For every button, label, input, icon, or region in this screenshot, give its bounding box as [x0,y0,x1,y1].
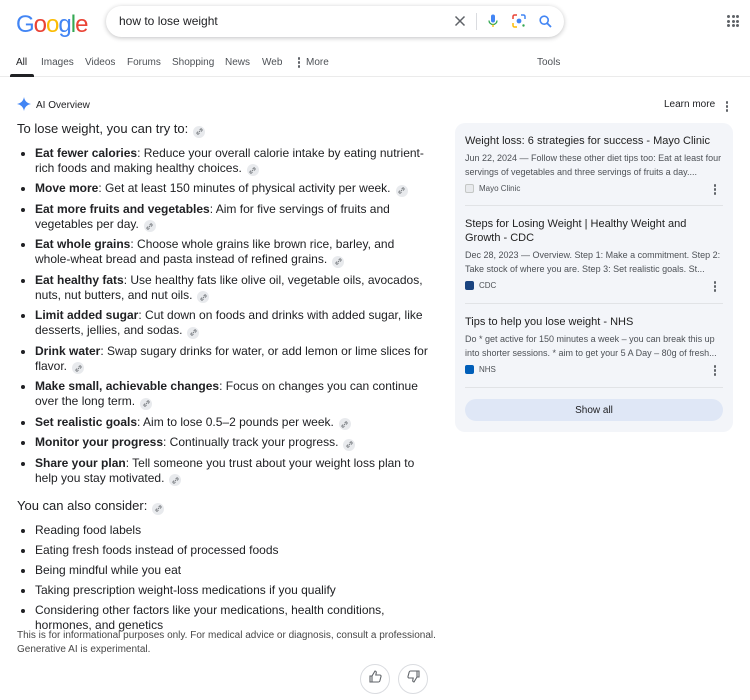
source-snippet: Do * get active for 150 minutes a week – you can break this up into shorter sessions. * aim to get your 5 A Day – 80g of fresh... [465,334,717,358]
consider-heading [17,498,432,515]
tip-item [17,237,432,268]
tab-news[interactable]: News [225,57,251,68]
tip-item [17,202,432,233]
show-all-button[interactable]: Show all [465,399,723,421]
source-site [465,365,723,374]
tip-text: : Use healthy fats like olive oil, vegetable oils, avocados, nuts, nut butters, and nut oils. [35,272,423,302]
search-input[interactable] [119,14,419,28]
thumbs-up-icon [369,670,382,688]
source-site-name: CDC [479,281,497,290]
logo-letter: G [16,11,34,38]
tip-item [17,435,432,451]
source-snippet: Jun 22, 2024 — Follow these other diet tips too: Eat at least four servings of vegetables and three servings of fruits a day.... [465,153,722,177]
tip-text: : Reduce your overall calorie intake by eating nutrient-rich foods and making healthy choices. [35,145,424,175]
google-logo[interactable] [16,11,87,39]
tip-item [17,344,432,375]
source-menu-icon[interactable] [713,281,717,292]
link-icon[interactable] [72,362,84,374]
ai-intro-text: To lose weight, you can try to: [17,121,189,136]
tip-heading: Make small, achievable changes [35,379,220,393]
ai-overview-body [17,121,432,638]
nhs-icon [465,365,474,374]
source-menu-icon[interactable] [713,184,717,195]
link-icon[interactable] [396,185,408,197]
tip-item [17,379,432,410]
tip-item [17,456,432,487]
consider-item: Considering other factors like your medications, health conditions, hormones, and genetics [17,603,432,633]
source-site-name: Mayo Clinic [479,184,521,193]
tip-heading: Share your plan [35,455,126,470]
tip-item [17,146,432,177]
tip-item [17,308,432,339]
ai-intro [17,121,432,138]
link-icon[interactable] [197,291,209,303]
source-site [465,281,723,290]
tab-more-label: More [306,57,329,68]
microphone-icon[interactable] [485,13,501,29]
source-divider [465,303,723,304]
source-menu-icon[interactable] [713,365,717,376]
thumbs-up-button[interactable] [360,664,390,694]
link-icon[interactable] [152,503,164,515]
logo-letter: g [58,11,71,38]
tab-web[interactable]: Web [262,57,283,68]
mayo-clinic-icon [465,184,474,193]
ai-overview-label: AI Overview [36,100,90,111]
source-card-nhs[interactable] [465,315,723,374]
active-tab-indicator [10,74,34,77]
link-icon[interactable] [187,327,199,339]
tab-forums[interactable]: Forums [127,57,161,68]
tip-text: : Tell someone you trust about your weight loss plan to help you stay motivated. [35,455,415,485]
tip-text: : Aim for five servings of fruits and vegetables per day. [35,201,390,231]
link-icon[interactable] [332,256,344,268]
tip-heading: Eat whole grains [35,237,131,251]
link-icon[interactable] [144,220,156,232]
link-icon[interactable] [247,164,259,176]
search-divider [476,13,477,30]
tip-item [17,415,432,431]
tip-item [17,181,432,197]
learn-more-link[interactable]: Learn more [664,99,716,110]
tips-list [17,146,432,487]
consider-heading-text: You can also consider: [17,498,148,513]
source-title[interactable]: Weight loss: 6 strategies for success - Mayo Clinic [465,135,710,147]
source-card-cdc[interactable] [465,217,723,290]
tip-text: : Swap sugary drinks for water, or add lemon or lime slices for flavor. [35,343,428,373]
source-card-mayo[interactable] [465,134,723,193]
thumbs-down-button[interactable] [398,664,428,694]
tab-all[interactable]: All [16,57,28,68]
more-dots-icon [297,57,301,68]
search-box[interactable] [106,6,564,37]
source-snippet: Dec 28, 2023 — Overview. Step 1: Make a commitment. Step 2: Take stock of where you are. Step 3: Set realistic goals. St... [465,250,721,274]
source-site [465,184,723,193]
tip-text: : Get at least 150 minutes of physical activity per week. [98,181,391,195]
source-divider [465,387,723,388]
source-title[interactable]: Tips to help you lose weight - NHS [465,316,634,328]
tip-heading: Eat more fruits and vegetables [35,201,210,216]
tip-heading: Limit added sugar [35,308,139,322]
consider-item: Reading food labels [17,523,432,538]
tip-heading: Drink water [35,343,101,358]
more-options-icon[interactable] [725,101,729,112]
disclaimer: This is for informational purposes only. For medical advice or diagnosis, consult a professional. Generative AI is experimental. [17,630,436,655]
source-divider [465,205,723,206]
source-title[interactable]: Steps for Losing Weight | Healthy Weight and Growth - CDC [465,218,687,244]
logo-letter: o [46,11,59,38]
logo-letter: e [75,11,88,38]
consider-item: Eating fresh foods instead of processed foods [17,543,432,558]
sparkle-icon [17,97,31,114]
thumbs-down-icon [407,670,420,688]
tip-text: : Cut down on foods and drinks with added sugar, like desserts, jellies, and sodas. [35,308,423,337]
tip-heading: Move more [35,181,99,195]
tab-shopping[interactable]: Shopping [172,57,215,68]
link-icon[interactable] [339,418,351,430]
consider-item: Being mindful while you eat [17,563,432,578]
close-icon[interactable] [452,13,468,29]
tip-text: : Focus on changes you can continue over the long term. [35,379,418,408]
logo-letter: o [33,11,47,38]
tab-more[interactable] [297,57,329,68]
sources-panel [455,123,733,432]
search-tabs [0,52,750,77]
tab-videos[interactable]: Videos [85,57,116,68]
tip-heading: Monitor your progress [35,435,164,449]
logo-letter: l [70,11,76,38]
apps-icon[interactable] [727,15,739,27]
link-icon[interactable] [193,126,205,138]
tab-images[interactable]: Images [41,57,74,68]
tip-item [17,273,432,304]
tip-text: : Choose whole grains like brown rice, barley, and whole-wheat bread and pasta instead of refined grains. [35,237,395,266]
tip-heading: Eat healthy fats [35,272,124,287]
tip-text: : Continually track your progress. [163,435,339,449]
link-icon[interactable] [343,439,355,451]
source-site-name: NHS [479,365,496,374]
tip-heading: Eat fewer calories [35,145,138,160]
tip-text: : Aim to lose 0.5–2 pounds per week. [137,414,334,429]
tip-heading: Set realistic goals [35,414,138,429]
lens-icon[interactable] [511,13,527,29]
search-icon[interactable] [537,13,553,29]
cdc-icon [465,281,474,290]
tab-tools[interactable]: Tools [537,57,561,68]
link-icon[interactable] [169,474,181,486]
ai-overview-header [17,97,90,114]
link-icon[interactable] [140,398,152,410]
consider-item: Taking prescription weight-loss medications if you qualify [17,583,432,598]
consider-list [17,523,432,633]
